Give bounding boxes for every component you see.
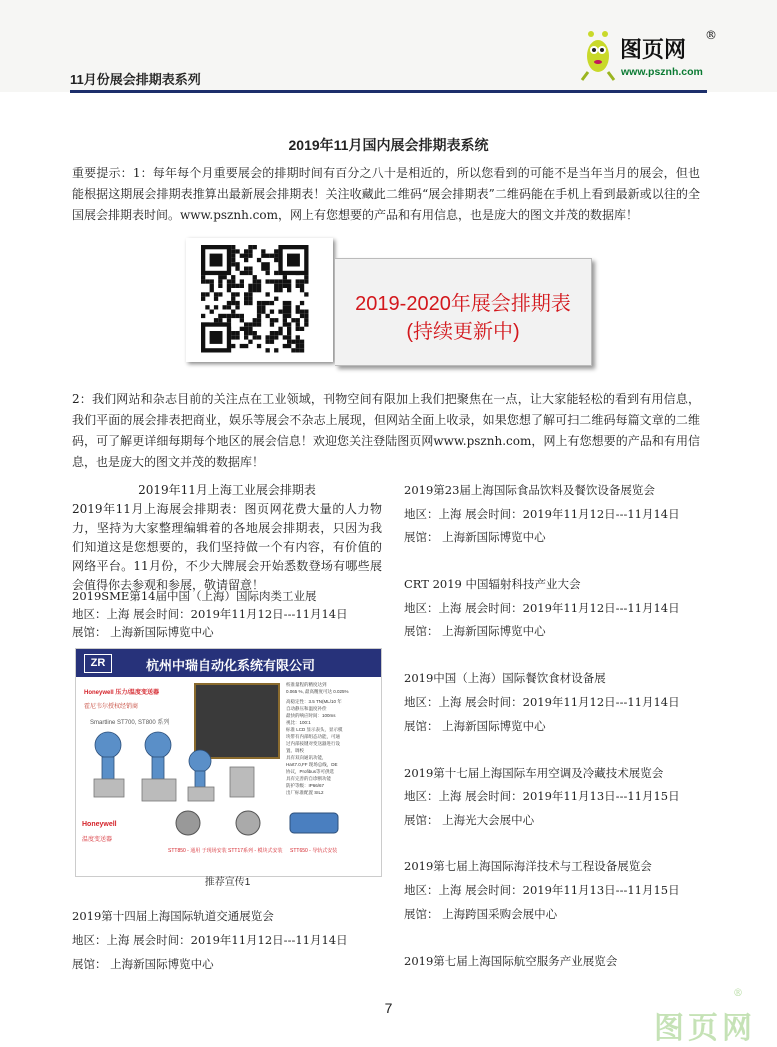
notice-paragraph-1: 重要提示：1：每年每个月重要展会的排期时间有百分之八十是相近的，所以您看到的可能不是当年当月的展会，但也能根据这期展会排期表推算出最新展会排期表！关注收藏此二维码“展会排期表”二维码能在手机上看到最新或以往的全国展会排期表时间。www.psznh.com，网上有您想要的产品和有用信息，也是庞大的图文并茂的数据库！ bbox=[72, 166, 700, 222]
spec-line: 出厂标准配置 SIL2 bbox=[286, 790, 324, 795]
ad-company-name: 杭州中瑞自动化系统有限公司 bbox=[146, 658, 316, 673]
expo-name: CRT 2019 中国辐射科技产业大会 bbox=[404, 577, 581, 591]
spec-line: 高稳定性：3.5 TN(ML/10 年 bbox=[286, 699, 342, 704]
banner-subtitle: (持续更新中) bbox=[406, 321, 520, 343]
spec-line: 置、调校 bbox=[286, 748, 304, 753]
expo-time: 地区：上海 展会时间：2019年11月12日---11月14日 bbox=[404, 507, 680, 521]
spec-line: Hart7.0,FF 现场总线，DE bbox=[286, 762, 338, 767]
expo-venue: 展馆： 上海光大会展中心 bbox=[404, 813, 535, 827]
expo-name: 2019第十七届上海国际车用空调及冷藏技术展览会 bbox=[404, 766, 664, 780]
expo-time: 地区：上海 展会时间：2019年11月12日---11月14日 bbox=[72, 933, 348, 947]
series-title: 11月份展会排期表系列 bbox=[70, 72, 201, 87]
left-section-title: 2019年11月上海工业展会排期表 bbox=[138, 483, 316, 497]
ad-caption: 推荐宣传1 bbox=[204, 877, 251, 888]
ad-dealer-line: 霍尼韦尔授权经销商 bbox=[84, 704, 139, 710]
watermark-registered-mark: ® bbox=[733, 988, 743, 999]
advertisement[interactable] bbox=[75, 648, 382, 877]
spec-line: 具有双向通讯功能， bbox=[286, 755, 327, 760]
spec-line: 最快的响应时间：100ms bbox=[286, 713, 336, 718]
header-divider bbox=[70, 90, 707, 93]
expo-name: 2019第十四届上海国际轨道交通展览会 bbox=[72, 909, 274, 923]
expo-name: 2019第23届上海国际食品饮料及餐饮设备展览会 bbox=[404, 483, 655, 497]
spec-line: 自动静压和温度补偿 bbox=[286, 706, 327, 711]
logo-url[interactable]: www.psznh.com bbox=[621, 66, 703, 78]
spec-line: 0.065 %, 最高精度可达 0.025% bbox=[286, 689, 349, 694]
qr-code-card bbox=[186, 238, 333, 362]
expo-venue: 展馆： 上海新国际博览中心 bbox=[404, 624, 546, 638]
ad-brand-bottom: Honeywell bbox=[82, 821, 117, 828]
expo-time: 地区：上海 展会时间：2019年11月13日---11月15日 bbox=[404, 789, 680, 803]
expo-name: 2019第七届上海国际海洋技术与工程设备展览会 bbox=[404, 859, 652, 873]
product-label: STT850 - 通用 于现场安装 bbox=[168, 848, 227, 854]
ad-series-line: Smartline ST700, ST800 系列 bbox=[90, 720, 170, 726]
spec-line: 具有完善的自诊断功能 bbox=[286, 776, 331, 781]
spec-line: 标准 LCD 显示表头，显示模 bbox=[286, 727, 343, 732]
product-label: STT17系列 - 模块式安装 bbox=[228, 848, 283, 854]
expo-name: 2019第七届上海国际航空服务产业展览会 bbox=[404, 954, 618, 968]
spec-line: 视比：100:1 bbox=[286, 720, 311, 725]
expo-venue: 展馆： 上海新国际博览中心 bbox=[404, 719, 546, 733]
temperature-sensor-icon bbox=[166, 807, 356, 845]
spec-line: 校准量程的精度达到 bbox=[286, 682, 327, 687]
watermark-logo: 图页网 bbox=[654, 1012, 756, 1045]
ad-header bbox=[76, 649, 381, 677]
expo-name: 2019中国（上海）国际餐饮食材设备展 bbox=[404, 671, 606, 685]
left-intro-text: 2019年11月上海展会排期表：图页网花费大量的人力物力，坚持为大家整理编辑着的各地展会排期表，只因为我们知道这是您想要的，我们坚持做一个有内容，有价值的网络平台。11月份，不少大牌展会开始悉数登场有哪些展会值得你去参观和参展，敬请留意！ bbox=[72, 502, 382, 592]
banner-title: 2019-2020年展会排期表 bbox=[355, 293, 571, 315]
spec-line: 过内部按键对变送器进行设 bbox=[286, 741, 340, 746]
spec-line: 块带有内部组态功能，可通 bbox=[286, 734, 340, 739]
ad-company-logo: ZR bbox=[84, 654, 112, 673]
transmitter-product-icon bbox=[80, 727, 280, 817]
spec-line: 防护等级：IP66/67 bbox=[286, 783, 325, 788]
page-title: 2019年11月国内展会排期表系统 bbox=[288, 137, 489, 153]
spec-line: 协议，Profibus等可供选 bbox=[286, 769, 335, 774]
expo-venue: 展馆： 上海新国际博览中心 bbox=[404, 530, 546, 544]
expo-time: 地区：上海 展会时间：2019年11月12日---11月14日 bbox=[404, 601, 680, 615]
ad-brand-line: Honeywell 压力/温度变送器 bbox=[84, 690, 160, 696]
expo-venue: 展馆： 上海新国际博览中心 bbox=[72, 625, 214, 639]
logo-name: 图页网 bbox=[620, 37, 687, 62]
schedule-banner bbox=[335, 258, 592, 366]
ad-brand-bottom-sub: 温度变送器 bbox=[82, 837, 113, 843]
expo-time: 地区：上海 展会时间：2019年11月12日---11月14日 bbox=[72, 607, 348, 621]
expo-venue: 展馆： 上海新国际博览中心 bbox=[72, 957, 214, 971]
expo-time: 地区：上海 展会时间：2019年11月13日---11月15日 bbox=[404, 883, 680, 897]
product-label: STT650 - 导轨式安装 bbox=[290, 848, 338, 854]
expo-venue: 展馆： 上海跨国采购会展中心 bbox=[404, 907, 558, 921]
page-number: 7 bbox=[384, 1000, 393, 1016]
expo-name: 2019SME第14届中国（上海）国际肉类工业展 bbox=[72, 589, 317, 603]
notice-paragraph-2: 2：我们网站和杂志目前的关注点在工业领域，刊物空间有限加上我们把聚焦在一点，让大家能轻松的看到有用信息，我们平面的展会排表把商业，娱乐等展会不杂志上展现，但网站全面上收录，如果您想了解可扫二维码每篇文章的二维码，可了解更详细每期每个地区的展会信息！欢迎您关注登陆图页网www.psznh.com，网上有您想要的产品和有用信息，也是庞大的图文并茂的数据库！ bbox=[72, 392, 700, 469]
logo-registered-mark: ® bbox=[705, 28, 717, 42]
qr-code-icon bbox=[201, 245, 313, 355]
expo-time: 地区：上海 展会时间：2019年11月12日---11月14日 bbox=[404, 695, 680, 709]
